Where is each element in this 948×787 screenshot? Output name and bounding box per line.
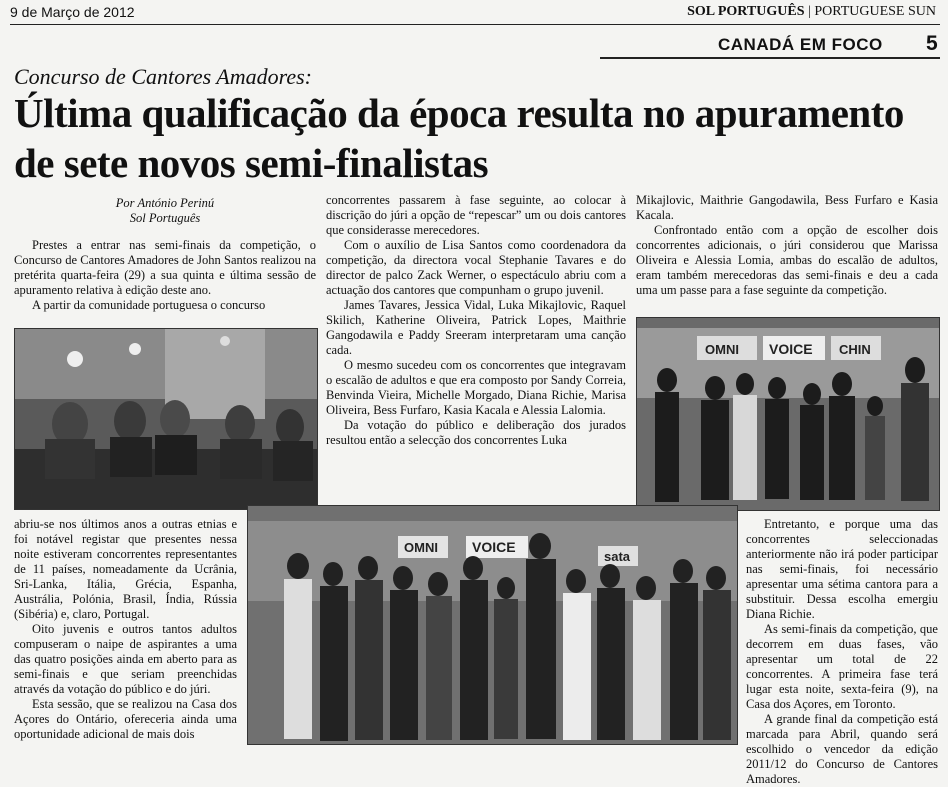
publication-name — [687, 4, 936, 20]
paragraph: A grande final da competição está marcada para Abril, quando será escolhido o vencedor da edição 2011/12 do Concurso de Cantores Amadores. — [746, 712, 938, 786]
photo-semifinalists-image — [637, 318, 939, 510]
logo-omni: OMNI — [404, 540, 438, 555]
paragraph: Com o auxílio de Lisa Santos como coordenadora da competição, da directora vocal Stephanie Tavares e do director de palco Zack Werner, o espectáculo abriu com a actuação dos cantores que compunham o grupo juvenil. — [326, 238, 626, 297]
paragraph: Da votação do público e deliberação dos jurados resultou então a selecção dos concorrentes Luka — [326, 418, 626, 447]
byline-author: Por António Perinú — [115, 196, 215, 210]
publication-title: SOL PORTUGUÊS — [687, 4, 805, 19]
byline — [110, 196, 220, 226]
column-3-top — [636, 193, 938, 298]
article-headline: Última qualificação da época resulta no apuramento de sete novos semi-finalistas — [14, 90, 904, 186]
paragraph: O mesmo sucedeu com os concorrentes que integravam o escalão de adultos e que era composto por Sandy Correia, Benvinda Vieira, Michelle Morgado, Diana Richie, Marisa Oliveira, Bess Furfaro, Kasia Kacala e Alessia Lalomia. — [326, 358, 626, 417]
logo-omni: OMNI — [705, 342, 739, 357]
photo-jury — [14, 328, 318, 510]
paragraph: James Tavares, Jessica Vidal, Luka Mikajlovic, Raquel Skilich, Katherine Oliveira, Patrick Lopes, Maithrie Gangodawila e Paddy Sreeram interpretaram uma canção cada. — [326, 298, 626, 357]
logo-voice: VOICE — [472, 539, 516, 555]
paragraph: abriu-se nos últimos anos a outras etnias e foi notável registar que presentes nessa noite estiveram concorrentes representantes de 11 países, nomeadamente da Ucrânia, Sri-Lanka, Itália, Grécia, Espanha, Austrália, Polónia, Brasil, Índia, Rússia (Sibéria) e, claro, Portugal. — [14, 517, 237, 621]
paragraph: Entretanto, e porque uma das concorrentes seleccionadas anteriormente não irá poder participar nas semi-finais, foi necessário apresentar uma sétima cantora para a substituir. Dessa escolha emergiu Diana Richie. — [746, 517, 938, 621]
photo-contestants — [247, 505, 738, 745]
column-2 — [326, 193, 626, 448]
column-1-top — [14, 238, 316, 313]
paragraph: A partir da comunidade portuguesa o concurso — [32, 298, 266, 312]
issue-date: 9 de Março de 2012 — [10, 4, 135, 20]
logo-chin: CHIN — [839, 342, 871, 357]
paragraph: Mikajlovic, Maithrie Gangodawila, Bess Furfaro e Kasia Kacala. — [636, 193, 938, 222]
photo-contestants-image — [248, 506, 737, 744]
byline-outlet: Sol Português — [129, 211, 201, 225]
paragraph: Oito juvenis e outros tantos adultos compuseram o naipe de aspirantes a uma das quatro posições ainda em aberto para as semi-finais e que seriam preenchidas através da votação do público e do júri. — [14, 622, 237, 696]
section-rule — [600, 57, 940, 59]
paragraph: Prestes a entrar nas semi-finais da competição, o Concurso de Cantores Amadores de John Santos realizou na pretérita quarta-feira (29) a sua quinta e última sessão de apuramento relativa à edição deste ano. — [14, 238, 316, 297]
photo-semifinalists — [636, 317, 940, 511]
page-number: 5 — [926, 32, 938, 55]
publication-separator: | — [808, 4, 811, 19]
column-1-bottom — [14, 517, 237, 742]
paragraph: As semi-finais da competição, que decorrem em duas fases, vão apresentar um total de 22 concorrentes. A primeira fase terá lugar esta noite, sexta-feira (9), na Casa dos Açores, em Toronto. — [746, 622, 938, 711]
paragraph: Esta sessão, que se realizou na Casa dos Açores do Ontário, ofereceria ainda uma oportunidade adicional de mais dois — [14, 697, 237, 741]
column-3-bottom — [746, 517, 938, 787]
logo-sata: sata — [604, 549, 631, 564]
section-title: CANADÁ EM FOCO — [718, 35, 883, 54]
publication-title-en: PORTUGUESE SUN — [814, 4, 936, 19]
photo-jury-image — [15, 329, 317, 509]
logo-voice: VOICE — [769, 341, 813, 357]
article-kicker: Concurso de Cantores Amadores: — [14, 64, 313, 89]
paragraph: Confrontado então com a opção de escolher dois concorrentes adicionais, o júri considerou que Marissa Oliveira e Alessia Lomia, ambas do escalão de adultos, eram também merecedoras das semi-finais e deu a cada uma um passe para a fase seguinte da competição. — [636, 223, 938, 297]
header-rule — [10, 24, 940, 25]
paragraph: concorrentes passarem à fase seguinte, ao colocar à discrição do júri a opção de “repescar” um ou dois cantores que considerasse merecedores. — [326, 193, 626, 237]
